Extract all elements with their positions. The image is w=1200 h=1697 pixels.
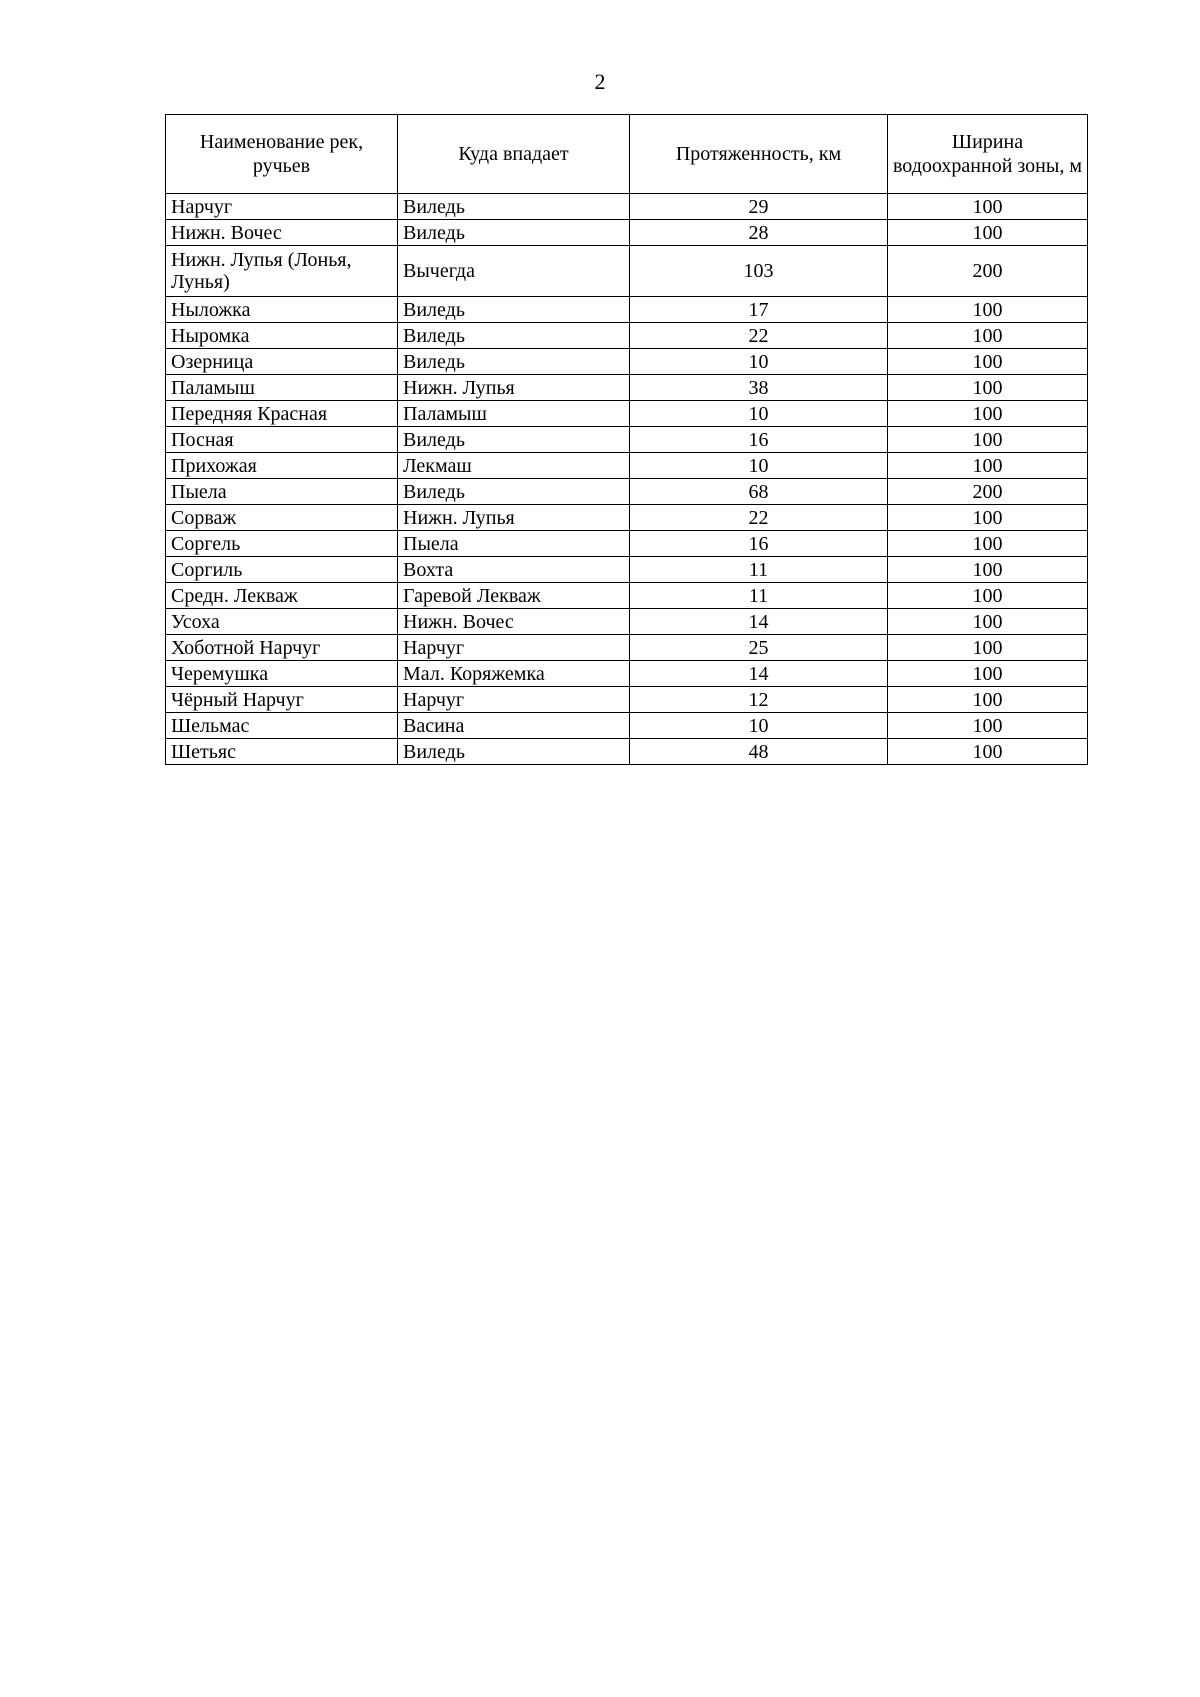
table-row (166, 557, 1088, 583)
cell-length: 10 (630, 401, 888, 427)
cell-flows-into: Нижн. Лупья (398, 375, 630, 401)
cell-river-name: Шельмас (166, 713, 398, 739)
cell-length: 10 (630, 349, 888, 375)
header-protection-zone-width: Ширина водоохранной зоны, м (888, 115, 1088, 194)
cell-river-name: Чёрный Нарчуг (166, 687, 398, 713)
cell-flows-into: Виледь (398, 323, 630, 349)
cell-zone-width: 100 (888, 739, 1088, 765)
cell-zone-width: 100 (888, 349, 1088, 375)
cell-length: 12 (630, 687, 888, 713)
cell-flows-into: Виледь (398, 194, 630, 220)
cell-river-name: Прихожая (166, 453, 398, 479)
cell-length: 16 (630, 427, 888, 453)
cell-zone-width: 200 (888, 246, 1088, 297)
cell-length: 10 (630, 453, 888, 479)
cell-river-name: Ныложка (166, 297, 398, 323)
cell-river-name: Соргиль (166, 557, 398, 583)
cell-zone-width: 100 (888, 220, 1088, 246)
cell-river-name: Паламыш (166, 375, 398, 401)
cell-flows-into: Гаревой Лекваж (398, 583, 630, 609)
cell-river-name: Посная (166, 427, 398, 453)
cell-flows-into: Пыела (398, 531, 630, 557)
table-row (166, 635, 1088, 661)
cell-flows-into: Нижн. Лупья (398, 505, 630, 531)
cell-length: 11 (630, 583, 888, 609)
cell-river-name: Озерница (166, 349, 398, 375)
table-row (166, 713, 1088, 739)
cell-length: 28 (630, 220, 888, 246)
cell-length: 68 (630, 479, 888, 505)
table-row (166, 687, 1088, 713)
cell-flows-into: Виледь (398, 297, 630, 323)
header-river-name: Наименование рек, ручьев (166, 115, 398, 194)
cell-length: 38 (630, 375, 888, 401)
cell-flows-into: Виледь (398, 220, 630, 246)
cell-river-name: Нарчуг (166, 194, 398, 220)
cell-length: 25 (630, 635, 888, 661)
table-row (166, 453, 1088, 479)
cell-river-name: Черемушка (166, 661, 398, 687)
cell-flows-into: Нарчуг (398, 635, 630, 661)
cell-flows-into: Виледь (398, 349, 630, 375)
cell-zone-width: 100 (888, 505, 1088, 531)
table-row (166, 739, 1088, 765)
rivers-table (165, 114, 1088, 765)
cell-length: 10 (630, 713, 888, 739)
table-row (166, 505, 1088, 531)
table-row (166, 531, 1088, 557)
table-row (166, 401, 1088, 427)
cell-length: 29 (630, 194, 888, 220)
cell-flows-into: Вычегда (398, 246, 630, 297)
cell-flows-into: Виледь (398, 427, 630, 453)
cell-zone-width: 100 (888, 583, 1088, 609)
table-row (166, 246, 1088, 297)
cell-river-name: Ныромка (166, 323, 398, 349)
cell-river-name: Нижн. Вочес (166, 220, 398, 246)
table-row (166, 427, 1088, 453)
cell-length: 48 (630, 739, 888, 765)
table-header-row (166, 115, 1088, 194)
cell-zone-width: 100 (888, 194, 1088, 220)
cell-zone-width: 100 (888, 427, 1088, 453)
cell-zone-width: 100 (888, 661, 1088, 687)
cell-river-name: Средн. Лекваж (166, 583, 398, 609)
cell-length: 14 (630, 661, 888, 687)
table-row (166, 349, 1088, 375)
table-row (166, 479, 1088, 505)
cell-river-name: Шетьяс (166, 739, 398, 765)
cell-river-name: Усоха (166, 609, 398, 635)
cell-length: 103 (630, 246, 888, 297)
cell-length: 22 (630, 505, 888, 531)
cell-zone-width: 100 (888, 687, 1088, 713)
cell-zone-width: 100 (888, 323, 1088, 349)
cell-river-name: Хоботной Нарчуг (166, 635, 398, 661)
cell-zone-width: 100 (888, 453, 1088, 479)
cell-zone-width: 100 (888, 297, 1088, 323)
cell-length: 14 (630, 609, 888, 635)
cell-length: 17 (630, 297, 888, 323)
cell-flows-into: Мал. Коряжемка (398, 661, 630, 687)
cell-zone-width: 200 (888, 479, 1088, 505)
table-row (166, 375, 1088, 401)
cell-length: 11 (630, 557, 888, 583)
cell-flows-into: Паламыш (398, 401, 630, 427)
cell-length: 22 (630, 323, 888, 349)
cell-river-name: Сорваж (166, 505, 398, 531)
table-row (166, 194, 1088, 220)
cell-zone-width: 100 (888, 609, 1088, 635)
cell-river-name: Пыела (166, 479, 398, 505)
table-body (166, 194, 1088, 765)
page-number: 2 (594, 69, 606, 94)
table-row (166, 661, 1088, 687)
cell-zone-width: 100 (888, 531, 1088, 557)
cell-flows-into: Виледь (398, 739, 630, 765)
cell-river-name: Соргель (166, 531, 398, 557)
cell-flows-into: Васина (398, 713, 630, 739)
cell-flows-into: Виледь (398, 479, 630, 505)
cell-flows-into: Нижн. Вочес (398, 609, 630, 635)
cell-zone-width: 100 (888, 713, 1088, 739)
cell-length: 16 (630, 531, 888, 557)
cell-flows-into: Вохта (398, 557, 630, 583)
cell-zone-width: 100 (888, 635, 1088, 661)
table-row (166, 583, 1088, 609)
header-length: Протяженность, км (630, 115, 888, 194)
cell-zone-width: 100 (888, 557, 1088, 583)
table-row (166, 609, 1088, 635)
cell-flows-into: Лекмаш (398, 453, 630, 479)
table-row (166, 323, 1088, 349)
table-row (166, 220, 1088, 246)
cell-river-name: Передняя Красная (166, 401, 398, 427)
table-row (166, 297, 1088, 323)
header-flows-into: Куда впадает (398, 115, 630, 194)
cell-zone-width: 100 (888, 375, 1088, 401)
cell-zone-width: 100 (888, 401, 1088, 427)
cell-river-name: Нижн. Лупья (Лонья, Лунья) (166, 246, 398, 297)
cell-flows-into: Нарчуг (398, 687, 630, 713)
